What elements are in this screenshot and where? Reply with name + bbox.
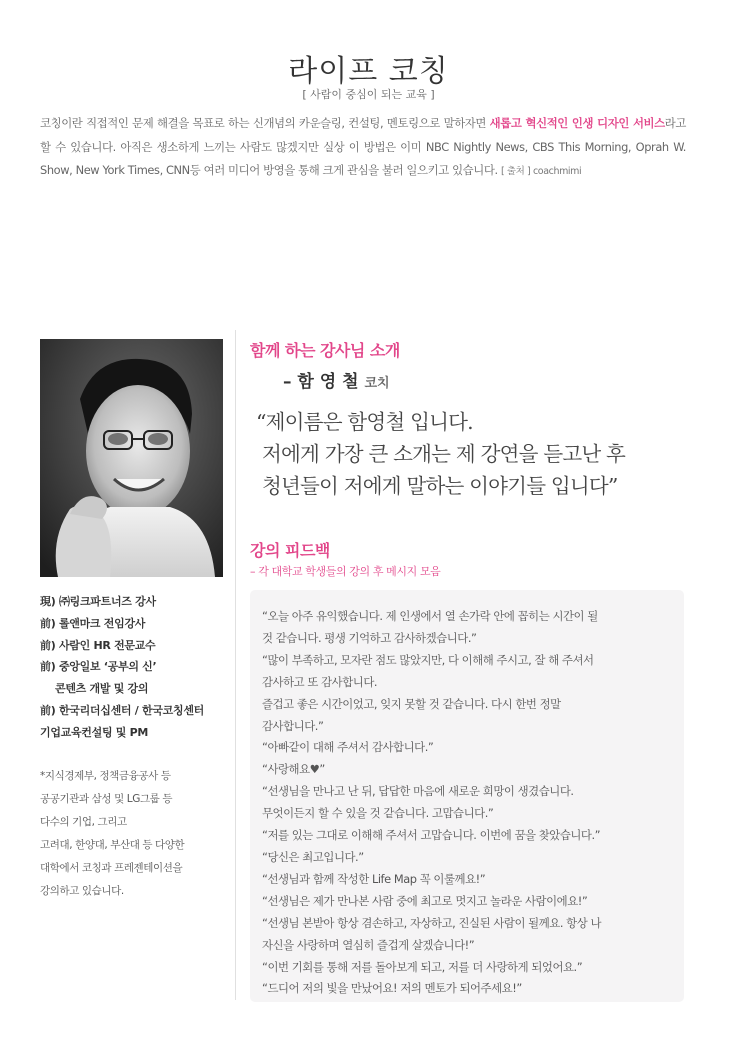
- feedback-line: 자신을 사랑하며 열심히 즐겁게 살겠습니다!”: [262, 937, 475, 952]
- intro-text-after: 라고 할 수 있습니다. 아직은 생소하게 느끼는 사람도 많겠지만 실상 이 방법은 이미 NBC Nightly News, CBS This Morning, Oprah W. Show, New York Times, CNN등 여러 미디어 방영을 통해 크게 관심을 불러 일으키고 있습니다.: [40, 116, 686, 177]
- bio-line: 콘텐츠 개발 및 강의: [55, 682, 149, 696]
- instructor-bio-note: [40, 765, 240, 903]
- bio-note-line: *지식경제부, 정책금융공사 등: [40, 770, 171, 782]
- instructor-photo: [40, 339, 223, 577]
- feedback-line: “선생님과 함께 작성한 Life Map 꼭 이룰께요!”: [262, 871, 486, 886]
- feedback-line: “이번 기회를 통해 저를 돌아보게 되고, 저를 더 사랑하게 되었어요.”: [262, 959, 583, 974]
- feedback-line: 감사합니다.”: [262, 718, 324, 733]
- quote-line: “제이름은 함영철 입니다.: [256, 410, 473, 434]
- quote-line: 저에게 가장 큰 소개는 제 강연을 듣고난 후: [262, 442, 626, 466]
- bio-note-line: 다수의 기업, 그리고: [40, 816, 127, 828]
- column-divider: [235, 330, 236, 1000]
- feedback-line: “선생님 본받아 항상 겸손하고, 자상하고, 진실된 사람이 될께요. 항상 나: [262, 915, 601, 930]
- feedback-line: 것 같습니다. 평생 기억하고 감사하겠습니다.”: [262, 630, 477, 645]
- feedback-line: “선생님은 제가 만나본 사람 중에 최고로 멋지고 놀라운 사람이에요!”: [262, 893, 588, 908]
- bio-line: 現) ㈜링크파트너즈 강사: [40, 595, 156, 608]
- page-subtitle: [ 사람이 중심이 되는 교육 ]: [302, 88, 435, 101]
- bio-line: 前) 사람인 HR 전문교수: [40, 638, 156, 652]
- intro-highlight: 새롭고 혁신적인 인생 디자인 서비스: [489, 116, 665, 130]
- bio-line: 前) 한국리더십센터 / 한국코칭센터: [40, 703, 204, 717]
- instructor-name-text: – 함 영 철: [283, 372, 359, 392]
- page-title: 라이프 코칭: [288, 54, 449, 89]
- feedback-line: “당신은 최고입니다.”: [262, 849, 364, 864]
- instructor-name: [283, 367, 390, 392]
- bio-note-line: 강의하고 있습니다.: [40, 885, 124, 897]
- bio-note-line: 대학에서 코칭과 프레젠테이션을: [40, 862, 183, 874]
- instructor-section-title: 함께 하는 강사님 소개: [250, 341, 400, 360]
- feedback-section-title: 강의 피드백: [250, 541, 330, 560]
- feedback-subtitle: – 각 대학교 학생들의 강의 후 메시지 모음: [250, 565, 441, 578]
- bio-line: 前) 중앙일보 ‘공부의 신’: [40, 660, 157, 674]
- instructor-bio: [40, 591, 240, 744]
- feedback-line: “아빠같이 대해 주셔서 감사합니다.”: [262, 740, 434, 755]
- feedback-line: “많이 부족하고, 모자란 점도 많았지만, 다 이해해 주시고, 잘 해 주셔서: [262, 652, 594, 667]
- intro-paragraph: [40, 112, 686, 184]
- bio-note-line: 고려대, 한양대, 부산대 등 다양한: [40, 839, 185, 851]
- feedback-line: “저를 있는 그대로 이해해 주셔서 고맙습니다. 이번에 꿈을 찾았습니다.”: [262, 828, 601, 843]
- feedback-list: [262, 606, 674, 1000]
- instructor-quote: [256, 406, 696, 502]
- instructor-rank: 코치: [364, 376, 390, 391]
- intro-source: [ 출처 ] coachmimi: [500, 166, 582, 177]
- feedback-line: 즐겁고 좋은 시간이었고, 잊지 못할 것 같습니다. 다시 한번 정말: [262, 696, 561, 711]
- intro-text-before: 코칭이란 직접적인 문제 해결을 목표로 하는 신개념의 카운슬링, 컨설팅, 멘토링으로 말하자면: [40, 116, 490, 130]
- feedback-line: “사랑해요♥”: [262, 762, 325, 777]
- bio-note-line: 공공기관과 삼성 및 LG그룹 등: [40, 793, 173, 805]
- feedback-line: 무엇이든지 할 수 있을 것 같습니다. 고맙습니다.”: [262, 806, 494, 821]
- feedback-line: “드디어 저의 빛을 만났어요! 저의 멘토가 되어주세요!”: [262, 981, 522, 996]
- quote-line: 청년들이 저에게 말하는 이야기들 입니다”: [262, 474, 618, 498]
- feedback-line: “오늘 아주 유익했습니다. 제 인생에서 열 손가락 안에 꼽히는 시간이 될: [262, 609, 598, 623]
- feedback-line: 감사하고 또 감사합니다.: [262, 674, 378, 689]
- bio-line: 기업교육컨설팅 및 PM: [40, 725, 149, 739]
- feedback-line: “선생님을 만나고 난 뒤, 답답한 마음에 새로운 희망이 생겼습니다.: [262, 784, 574, 799]
- instructor-portrait-image: [40, 339, 223, 577]
- bio-line: 前) 롤앤마크 전임강사: [40, 616, 146, 630]
